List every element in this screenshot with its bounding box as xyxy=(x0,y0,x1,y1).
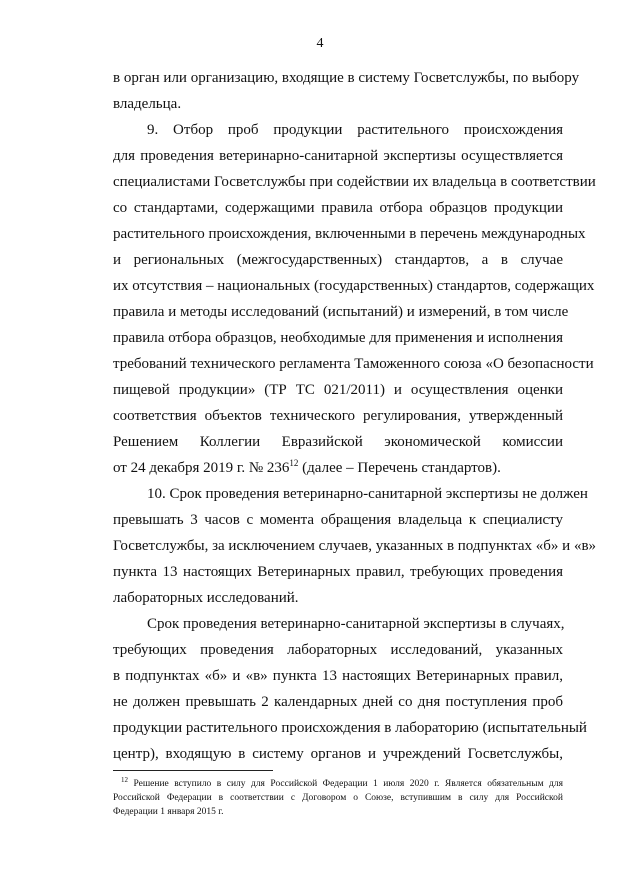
text-fragment: (далее – Перечень стандартов). xyxy=(298,460,501,476)
text-line: и региональных (межгосударственных) стандартов, а в случае xyxy=(113,252,563,268)
text-line: специалистами Госветслужбы при содействии их владельца в соответствии xyxy=(113,174,596,190)
paragraph-start: Срок проведения ветеринарно-санитарной экспертизы в случаях, xyxy=(147,616,565,632)
footnote-reference: 12 xyxy=(289,458,299,468)
text-line: со стандартами, содержащими правила отбора образцов продукции xyxy=(113,200,563,216)
paragraph-9-start: 9. Отбор проб продукции растительного происхождения xyxy=(147,122,563,138)
text-line: владельца. xyxy=(113,96,182,112)
text-line: лабораторных исследований. xyxy=(113,590,299,606)
text-line: требующих проведения лабораторных исследований, указанных xyxy=(113,642,563,658)
text-line: в орган или организацию, входящие в систему Госветслужбы, по выбору xyxy=(113,70,580,86)
text-line-with-footnote-ref xyxy=(113,458,563,478)
text-line: для проведения ветеринарно-санитарной экспертизы осуществляется xyxy=(113,148,563,164)
paragraph-10-start: 10. Срок проведения ветеринарно-санитарной экспертизы не должен xyxy=(147,486,588,502)
text-line: правила отбора образцов, необходимые для применения и исполнения xyxy=(113,330,564,346)
footnote-separator xyxy=(113,770,273,771)
text-line: продукции растительного происхождения в лабораторию (испытательный xyxy=(113,720,587,736)
text-line: соответствия объектов технического регулирования, утвержденный xyxy=(113,408,563,424)
text-line: в подпунктах «б» и «в» пункта 13 настоящих Ветеринарных правил, xyxy=(113,668,563,684)
page-number: 4 xyxy=(316,36,324,51)
text-line: их отсутствия – национальных (государственных) стандартов, содержащих xyxy=(113,278,595,294)
text-line: центр), входящую в систему органов и учреждений Госветслужбы, xyxy=(113,746,563,762)
footnote-mark: 12 xyxy=(121,776,128,784)
text-line: пункта 13 настоящих Ветеринарных правил, требующих проведения xyxy=(113,564,563,580)
text-line: Госветслужбы, за исключением случаев, указанных в подпунктах «б» и «в» xyxy=(113,538,597,554)
text-line: превышать 3 часов с момента обращения владельца к специалисту xyxy=(113,512,563,528)
text-line: требований технического регламента Таможенного союза «О безопасности xyxy=(113,356,594,372)
text-line: не должен превышать 2 календарных дней со дня поступления проб xyxy=(113,694,563,710)
footnote-line: Российской Федерации в соответствии с Договором о Союзе, вступившим в силу для Российской xyxy=(113,793,563,803)
text-line: Решением Коллегии Евразийской экономической комиссии xyxy=(113,434,563,450)
text-line: правила и методы исследований (испытаний) и измерений, в том числе xyxy=(113,304,569,320)
text-line: пищевой продукции» (ТР ТС 021/2011) и осуществления оценки xyxy=(113,382,563,398)
footnote-text: Решение вступило в силу для Российской Федерации 1 июля 2020 г. Является обязательным для xyxy=(128,779,563,789)
footnote-line xyxy=(121,778,563,791)
text-fragment: от 24 декабря 2019 г. № 236 xyxy=(113,460,290,476)
text-line: растительного происхождения, включенными в перечень международных xyxy=(113,226,586,242)
footnote-line: Федерации 1 января 2015 г. xyxy=(113,807,224,817)
